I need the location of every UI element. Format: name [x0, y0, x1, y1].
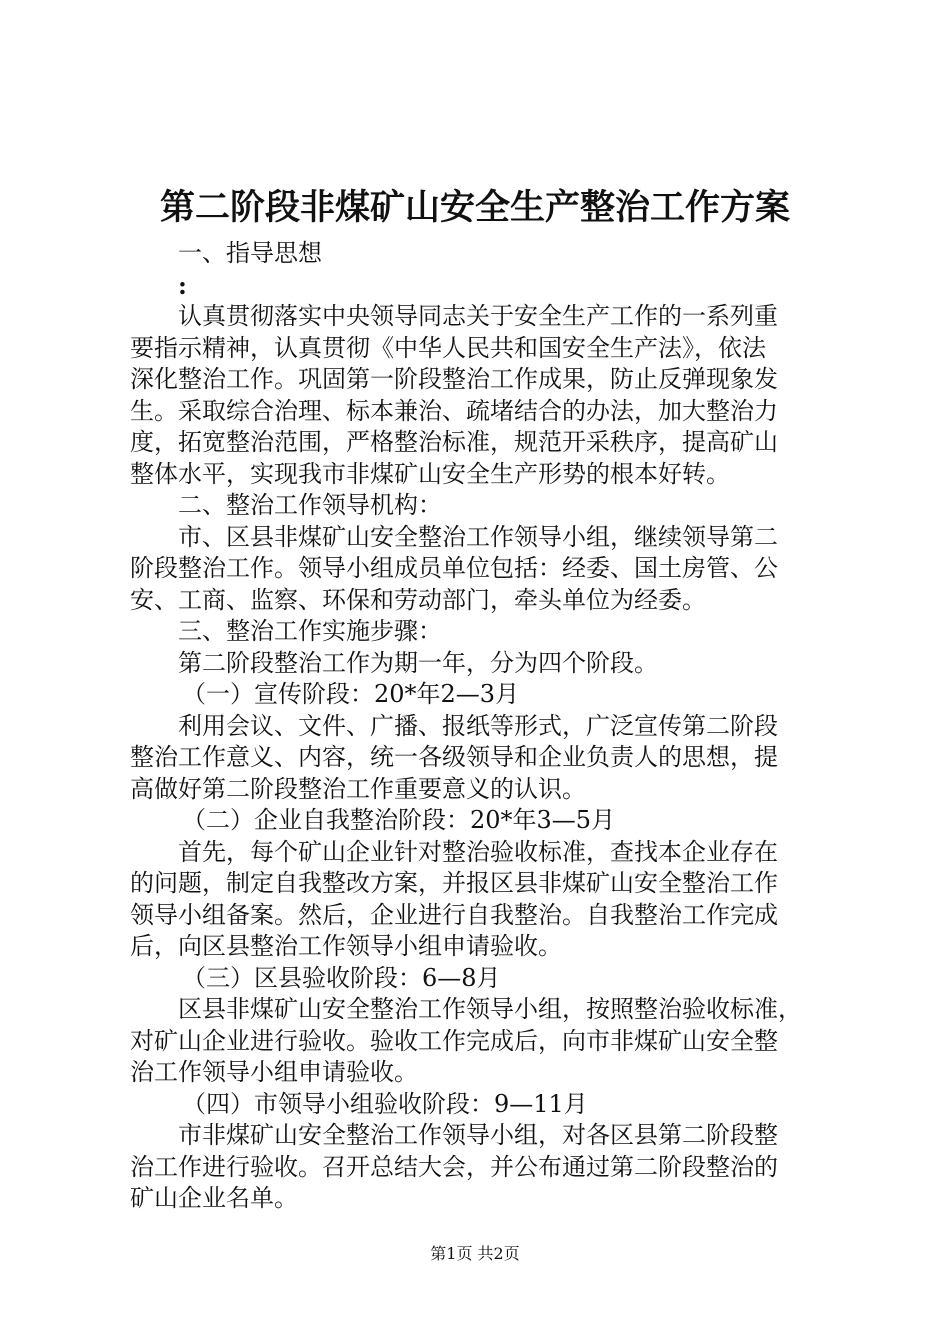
- paragraph-line: 矿山企业名单。: [130, 1184, 298, 1212]
- paragraph-line: 的问题，制定自我整改方案，并报区县非煤矿山安全整治工作: [130, 869, 778, 897]
- paragraph-line: 整体水平，实现我市非煤矿山安全生产形势的根本好转。: [130, 459, 730, 488]
- paragraph-line: 度，拓宽整治范围，严格整治标准，规范开采秩序，提高矿山: [130, 428, 778, 456]
- paragraph-line: :: [178, 270, 187, 300]
- paragraph-line: 生。采取综合治理、标本兼治、疏堵结合的办法，加大整治力: [130, 396, 778, 425]
- page-footer: 第1页 共2页: [430, 1244, 520, 1263]
- paragraph-line: 后，向区县整治工作领导小组申请验收。: [130, 932, 562, 960]
- paragraph-line: （二）企业自我整治阶段：20*年3—5月: [182, 806, 616, 834]
- paragraph-line: 要指示精神，认真贯彻《中华人民共和国安全生产法》，依法: [130, 333, 766, 362]
- paragraph-line: 区县非煤矿山安全整治工作领导小组，按照整治验收标准，: [178, 995, 802, 1023]
- paragraph-line: 深化整治工作。巩固第一阶段整治工作成果，防止反弹现象发: [130, 365, 778, 393]
- paragraph-line: 市非煤矿山安全整治工作领导小组，对各区县第二阶段整: [178, 1121, 778, 1149]
- paragraph-line: 安、工商、监察、环保和劳动部门，牵头单位为经委。: [130, 585, 706, 614]
- paragraph-line: 三、整治工作实施步骤：: [178, 617, 442, 645]
- paragraph-line: 首先，每个矿山企业针对整治验收标准，查找本企业存在: [178, 837, 778, 866]
- paragraph-line: （三）区县验收阶段：6—8月: [182, 963, 501, 992]
- paragraph-line: 一、指导思想: [178, 239, 322, 267]
- paragraph-line: （四）市领导小组验收阶段：9—11月: [182, 1089, 588, 1118]
- paragraph-line: 高做好第二阶段整治工作重要意义的认识。: [130, 774, 586, 803]
- document-body: [130, 238, 830, 1215]
- document-title: 第二阶段非煤矿山安全生产整治工作方案: [159, 187, 790, 228]
- paragraph-line: 市、区县非煤矿山安全整治工作领导小组，继续领导第二: [178, 522, 778, 551]
- paragraph-line: （一）宣传阶段：20*年2—3月: [182, 680, 520, 708]
- paragraph-line: 领导小组备案。然后，企业进行自我整治。自我整治工作完成: [130, 900, 778, 929]
- paragraph-line: 对矿山企业进行验收。验收工作完成后，向市非煤矿山安全整: [130, 1026, 778, 1055]
- paragraph-line: 二、整治工作领导机构：: [178, 491, 442, 519]
- paragraph-line: 认真贯彻落实中央领导同志关于安全生产工作的一系列重: [178, 302, 778, 330]
- paragraph-line: 第二阶段整治工作为期一年，分为四个阶段。: [178, 648, 658, 677]
- paragraph-line: 治工作领导小组申请验收。: [130, 1058, 418, 1086]
- paragraph-line: 利用会议、文件、广播、报纸等形式，广泛宣传第二阶段: [178, 711, 778, 740]
- paragraph-line: 治工作进行验收。召开总结大会，并公布通过第二阶段整治的: [130, 1152, 778, 1181]
- paragraph-line: 整治工作意义、内容，统一各级领导和企业负责人的思想，提: [130, 743, 778, 771]
- paragraph-line: 阶段整治工作。领导小组成员单位包括：经委、国土房管、公: [130, 554, 778, 582]
